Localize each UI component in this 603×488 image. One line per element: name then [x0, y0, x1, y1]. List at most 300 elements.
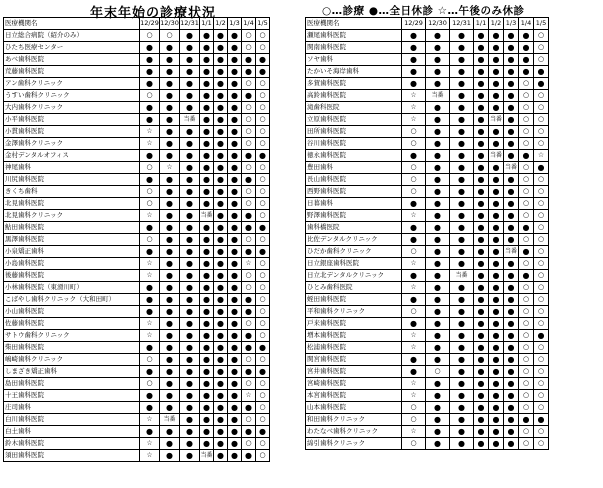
- status-mark: ●: [504, 354, 519, 366]
- status-mark: ●: [242, 66, 256, 78]
- table-row: [4, 354, 270, 366]
- clinic-name: 和田歯科クリニック: [306, 414, 402, 426]
- status-mark: ●: [474, 222, 489, 234]
- status-mark: ●: [489, 270, 504, 282]
- status-mark: ○: [534, 354, 549, 366]
- status-mark: ●: [214, 390, 228, 402]
- status-mark: ●: [402, 198, 426, 210]
- status-mark: ●: [402, 294, 426, 306]
- clinic-name: 鮎田歯科医院: [4, 222, 140, 234]
- table-row: [4, 366, 270, 378]
- status-mark: ●: [504, 390, 519, 402]
- status-mark: ●: [402, 354, 426, 366]
- clinic-name: 多賀歯科医院: [306, 78, 402, 90]
- header-date: 12/29: [140, 18, 160, 30]
- clinic-name: サトウ歯科クリニック: [4, 330, 140, 342]
- status-mark: ●: [200, 366, 214, 378]
- status-mark: ☆: [140, 138, 160, 150]
- status-mark: ●: [489, 246, 504, 258]
- table-row: [306, 234, 549, 246]
- status-mark: ●: [474, 294, 489, 306]
- status-mark: ●: [160, 174, 180, 186]
- status-mark: ●: [426, 210, 450, 222]
- status-mark: ○: [402, 246, 426, 258]
- status-mark: ○: [242, 114, 256, 126]
- status-mark: ○: [534, 390, 549, 402]
- status-mark: ●: [242, 210, 256, 222]
- status-mark: 当番: [489, 150, 504, 162]
- status-mark: ○: [242, 42, 256, 54]
- clinic-name: 後藤歯科医院: [4, 270, 140, 282]
- header-date: 1/1: [200, 18, 214, 30]
- status-mark: ●: [474, 174, 489, 186]
- status-mark: ●: [180, 78, 200, 90]
- status-mark: ●: [426, 150, 450, 162]
- status-mark: ○: [519, 378, 534, 390]
- status-mark: ○: [256, 30, 270, 42]
- status-mark: ○: [256, 78, 270, 90]
- table-row: [306, 30, 549, 42]
- status-mark: ●: [228, 90, 242, 102]
- status-mark: ●: [160, 186, 180, 198]
- status-mark: ●: [214, 150, 228, 162]
- status-mark: ○: [519, 282, 534, 294]
- status-mark: ○: [242, 282, 256, 294]
- status-mark: ☆: [402, 342, 426, 354]
- status-mark: ●: [450, 138, 474, 150]
- status-mark: ●: [242, 366, 256, 378]
- status-mark: ●: [228, 246, 242, 258]
- clinic-name: 嶋崎歯科クリニック: [4, 354, 140, 366]
- status-mark: ☆: [402, 390, 426, 402]
- status-mark: ●: [242, 306, 256, 318]
- status-mark: ●: [474, 198, 489, 210]
- status-mark: ○: [519, 342, 534, 354]
- table-row: [306, 42, 549, 54]
- status-mark: ○: [519, 126, 534, 138]
- status-mark: ○: [534, 282, 549, 294]
- status-mark: ●: [534, 330, 549, 342]
- status-mark: ●: [180, 330, 200, 342]
- status-mark: ○: [256, 270, 270, 282]
- status-mark: ●: [489, 306, 504, 318]
- status-mark: ●: [200, 114, 214, 126]
- status-mark: ●: [474, 90, 489, 102]
- status-mark: ☆: [402, 378, 426, 390]
- status-mark: ○: [256, 306, 270, 318]
- table-row: [306, 414, 549, 426]
- header-date: 1/5: [534, 18, 549, 30]
- status-mark: ○: [534, 366, 549, 378]
- status-mark: 当番: [200, 450, 214, 462]
- table-row: [4, 438, 270, 450]
- status-mark: ●: [228, 402, 242, 414]
- status-mark: ●: [450, 402, 474, 414]
- status-mark: ●: [504, 210, 519, 222]
- status-mark: ○: [256, 390, 270, 402]
- status-mark: ●: [450, 102, 474, 114]
- status-mark: ○: [534, 270, 549, 282]
- clinic-name: 小平歯科医院: [4, 114, 140, 126]
- status-mark: ●: [180, 366, 200, 378]
- status-mark: ●: [200, 186, 214, 198]
- status-mark: ●: [450, 30, 474, 42]
- status-mark: ○: [534, 198, 549, 210]
- status-mark: ●: [450, 426, 474, 438]
- status-mark: ●: [450, 390, 474, 402]
- status-mark: ●: [228, 198, 242, 210]
- schedule-table-right: [305, 17, 549, 450]
- table-row: [4, 258, 270, 270]
- status-mark: ○: [402, 186, 426, 198]
- header-date: 12/31: [180, 18, 200, 30]
- status-mark: ●: [200, 42, 214, 54]
- status-mark: ○: [256, 318, 270, 330]
- table-body-left: [4, 30, 270, 462]
- status-mark: ○: [519, 306, 534, 318]
- status-mark: ○: [534, 126, 549, 138]
- status-mark: ☆: [402, 282, 426, 294]
- clinic-name: ひとみ歯科医院: [306, 282, 402, 294]
- status-mark: ●: [402, 270, 426, 282]
- page-title: 年末年始の診療状況: [90, 6, 217, 21]
- status-mark: ●: [180, 90, 200, 102]
- status-mark: ●: [214, 222, 228, 234]
- status-mark: ●: [450, 366, 474, 378]
- status-mark: ●: [228, 306, 242, 318]
- status-mark: ●: [504, 294, 519, 306]
- table-row: [306, 330, 549, 342]
- clinic-name: 日立銀座歯科医院: [306, 258, 402, 270]
- clinic-name: 佐藤歯科医院: [4, 318, 140, 330]
- table-row: [306, 198, 549, 210]
- clinic-name: 歯科橋医院: [306, 222, 402, 234]
- status-mark: ●: [228, 54, 242, 66]
- clinic-name: 綿引歯科クリニック: [306, 438, 402, 450]
- status-mark: ●: [504, 186, 519, 198]
- status-mark: ●: [140, 402, 160, 414]
- status-mark: ○: [242, 126, 256, 138]
- status-mark: ●: [180, 342, 200, 354]
- status-mark: ●: [474, 150, 489, 162]
- status-mark: ●: [242, 54, 256, 66]
- status-mark: ●: [450, 234, 474, 246]
- status-mark: ○: [534, 114, 549, 126]
- status-mark: ●: [426, 138, 450, 150]
- status-mark: ●: [450, 42, 474, 54]
- status-mark: ●: [474, 114, 489, 126]
- status-mark: ●: [200, 162, 214, 174]
- status-mark: ●: [214, 438, 228, 450]
- status-mark: ●: [160, 378, 180, 390]
- clinic-name: こばやし歯科クリニック（大和田町）: [4, 294, 140, 306]
- table-row: [306, 354, 549, 366]
- status-mark: ●: [242, 426, 256, 438]
- status-mark: ●: [228, 318, 242, 330]
- status-mark: ☆: [140, 210, 160, 222]
- status-mark: ●: [160, 354, 180, 366]
- table-row: [306, 66, 549, 78]
- table-row: [306, 294, 549, 306]
- status-mark: ●: [214, 258, 228, 270]
- table-row: [4, 198, 270, 210]
- status-mark: ●: [160, 426, 180, 438]
- status-mark: ●: [160, 270, 180, 282]
- status-mark: ○: [534, 222, 549, 234]
- clinic-name: 平和歯科クリニック: [306, 306, 402, 318]
- status-mark: ●: [426, 78, 450, 90]
- status-mark: ●: [489, 126, 504, 138]
- status-mark: ○: [519, 78, 534, 90]
- table-row: [306, 426, 549, 438]
- clinic-name: 小山歯科医院: [4, 306, 140, 318]
- status-mark: ●: [228, 102, 242, 114]
- status-mark: ●: [504, 78, 519, 90]
- status-mark: ●: [242, 342, 256, 354]
- status-mark: ●: [450, 222, 474, 234]
- status-mark: ○: [140, 90, 160, 102]
- clinic-name: 関宮歯科医院: [306, 354, 402, 366]
- status-mark: ●: [426, 438, 450, 450]
- status-mark: ●: [519, 54, 534, 66]
- status-mark: ●: [214, 342, 228, 354]
- status-mark: ●: [228, 258, 242, 270]
- status-mark: ●: [214, 294, 228, 306]
- clinic-name: 白川歯科医院: [4, 414, 140, 426]
- table-row: [4, 114, 270, 126]
- status-mark: ●: [474, 234, 489, 246]
- status-mark: ●: [489, 438, 504, 450]
- clinic-name: 黒澤歯科医院: [4, 234, 140, 246]
- status-mark: ☆: [402, 258, 426, 270]
- status-mark: ●: [504, 378, 519, 390]
- status-mark: ●: [402, 150, 426, 162]
- status-mark: ●: [489, 378, 504, 390]
- status-mark: ●: [160, 342, 180, 354]
- status-mark: ●: [450, 186, 474, 198]
- clinic-name: 宮崎歯科医院: [306, 378, 402, 390]
- table-row: [306, 378, 549, 390]
- status-mark: ○: [256, 162, 270, 174]
- status-mark: ●: [214, 234, 228, 246]
- table-row: [4, 186, 270, 198]
- status-mark: ●: [504, 150, 519, 162]
- clinic-name: 比佐デンタルクリニック: [306, 234, 402, 246]
- status-mark: ●: [140, 366, 160, 378]
- header-date: 1/5: [256, 18, 270, 30]
- status-mark: ●: [504, 318, 519, 330]
- status-mark: ●: [180, 210, 200, 222]
- status-mark: ○: [242, 414, 256, 426]
- status-mark: ○: [256, 90, 270, 102]
- clinic-name: 神尾歯科: [4, 162, 140, 174]
- status-mark: ●: [214, 174, 228, 186]
- status-mark: ○: [242, 162, 256, 174]
- status-mark: ●: [214, 90, 228, 102]
- status-mark: ☆: [140, 330, 160, 342]
- table-row: [4, 246, 270, 258]
- status-mark: ●: [256, 426, 270, 438]
- status-mark: ●: [200, 66, 214, 78]
- status-mark: ●: [160, 366, 180, 378]
- status-mark: ●: [214, 354, 228, 366]
- status-mark: ●: [160, 210, 180, 222]
- status-mark: ●: [140, 246, 160, 258]
- status-mark: ●: [504, 258, 519, 270]
- status-mark: ●: [140, 174, 160, 186]
- clinic-name: 本宮歯科医院: [306, 390, 402, 402]
- status-mark: ●: [519, 66, 534, 78]
- status-mark: ●: [474, 78, 489, 90]
- table-row: [306, 318, 549, 330]
- status-mark: ●: [180, 318, 200, 330]
- status-mark: ○: [534, 318, 549, 330]
- table-row: [306, 54, 549, 66]
- status-mark: ●: [160, 246, 180, 258]
- table-row: [4, 90, 270, 102]
- header-date: 1/3: [504, 18, 519, 30]
- status-mark: ●: [504, 330, 519, 342]
- clinic-name: 豊田歯科: [306, 162, 402, 174]
- status-mark: ○: [534, 246, 549, 258]
- status-mark: ●: [519, 42, 534, 54]
- status-mark: ○: [519, 426, 534, 438]
- status-mark: ○: [402, 414, 426, 426]
- status-mark: ○: [140, 186, 160, 198]
- status-mark: ●: [489, 102, 504, 114]
- table-row: [306, 282, 549, 294]
- status-mark: ●: [474, 138, 489, 150]
- status-mark: ●: [474, 66, 489, 78]
- clinic-name: 山本歯科医院: [306, 402, 402, 414]
- status-mark: ●: [504, 42, 519, 54]
- status-mark: ○: [256, 378, 270, 390]
- status-mark: ●: [242, 150, 256, 162]
- status-mark: 当番: [504, 246, 519, 258]
- table-row: [4, 174, 270, 186]
- status-mark: ●: [242, 90, 256, 102]
- status-mark: ●: [214, 402, 228, 414]
- clinic-name: 小林歯科医院（東滑川町）: [4, 282, 140, 294]
- status-mark: ●: [200, 102, 214, 114]
- header-date: 1/4: [242, 18, 256, 30]
- status-mark: ○: [519, 186, 534, 198]
- status-mark: ●: [489, 138, 504, 150]
- status-mark: ●: [426, 126, 450, 138]
- status-mark: ●: [228, 414, 242, 426]
- table-row: [306, 126, 549, 138]
- status-mark: ●: [474, 330, 489, 342]
- status-mark: ●: [228, 270, 242, 282]
- table-row: [306, 174, 549, 186]
- status-mark: ☆: [140, 126, 160, 138]
- status-mark: ☆: [160, 162, 180, 174]
- status-mark: ●: [426, 102, 450, 114]
- table-row: [306, 186, 549, 198]
- status-mark: ●: [504, 306, 519, 318]
- status-mark: ●: [140, 78, 160, 90]
- clinic-name: わたなべ歯科クリニック: [306, 426, 402, 438]
- status-mark: ●: [489, 162, 504, 174]
- status-mark: ●: [450, 66, 474, 78]
- status-mark: ●: [160, 294, 180, 306]
- status-mark: ●: [474, 414, 489, 426]
- status-mark: ●: [214, 162, 228, 174]
- table-row: [306, 150, 549, 162]
- status-mark: ●: [160, 318, 180, 330]
- table-row: [4, 306, 270, 318]
- status-mark: ●: [160, 330, 180, 342]
- status-mark: ○: [534, 234, 549, 246]
- status-mark: ○: [242, 198, 256, 210]
- status-mark: ●: [200, 138, 214, 150]
- status-mark: ●: [180, 174, 200, 186]
- table-row: [306, 246, 549, 258]
- clinic-name: たかいそ海岸歯科: [306, 66, 402, 78]
- status-mark: ○: [256, 402, 270, 414]
- status-mark: ●: [426, 390, 450, 402]
- header-date: 12/30: [426, 18, 450, 30]
- status-mark: ●: [450, 174, 474, 186]
- status-mark: ○: [534, 30, 549, 42]
- status-mark: ●: [426, 270, 450, 282]
- status-mark: ●: [228, 390, 242, 402]
- table-row: [4, 450, 270, 462]
- status-mark: ●: [402, 366, 426, 378]
- status-mark: ●: [426, 198, 450, 210]
- table-row: [306, 210, 549, 222]
- status-mark: ○: [534, 306, 549, 318]
- status-mark: ●: [474, 270, 489, 282]
- status-mark: ●: [180, 186, 200, 198]
- status-mark: ●: [489, 42, 504, 54]
- status-mark: ●: [228, 426, 242, 438]
- status-mark: ●: [160, 258, 180, 270]
- status-mark: ○: [534, 294, 549, 306]
- clinic-name: 小島歯科医院: [4, 258, 140, 270]
- status-mark: ●: [474, 30, 489, 42]
- legend: ○…診療 ●…全日休診 ☆…午後のみ休診: [322, 5, 525, 17]
- status-mark: ●: [474, 390, 489, 402]
- status-mark: ●: [228, 186, 242, 198]
- status-mark: ●: [450, 126, 474, 138]
- status-mark: 当番: [504, 162, 519, 174]
- status-mark: ●: [180, 234, 200, 246]
- status-mark: ○: [256, 282, 270, 294]
- status-mark: ●: [474, 54, 489, 66]
- status-mark: ●: [180, 450, 200, 462]
- status-mark: ☆: [534, 150, 549, 162]
- status-mark: ○: [402, 174, 426, 186]
- status-mark: ●: [489, 54, 504, 66]
- status-mark: ○: [160, 30, 180, 42]
- table-row: [4, 318, 270, 330]
- status-mark: ●: [450, 162, 474, 174]
- status-mark: ●: [140, 426, 160, 438]
- status-mark: ○: [534, 54, 549, 66]
- status-mark: ●: [450, 258, 474, 270]
- status-mark: ●: [504, 54, 519, 66]
- header-date: 1/2: [214, 18, 228, 30]
- table-row: [4, 138, 270, 150]
- status-mark: ☆: [402, 114, 426, 126]
- status-mark: ●: [200, 234, 214, 246]
- status-mark: ○: [256, 138, 270, 150]
- status-mark: ●: [426, 246, 450, 258]
- status-mark: ●: [504, 426, 519, 438]
- status-mark: ●: [160, 90, 180, 102]
- status-mark: ●: [534, 78, 549, 90]
